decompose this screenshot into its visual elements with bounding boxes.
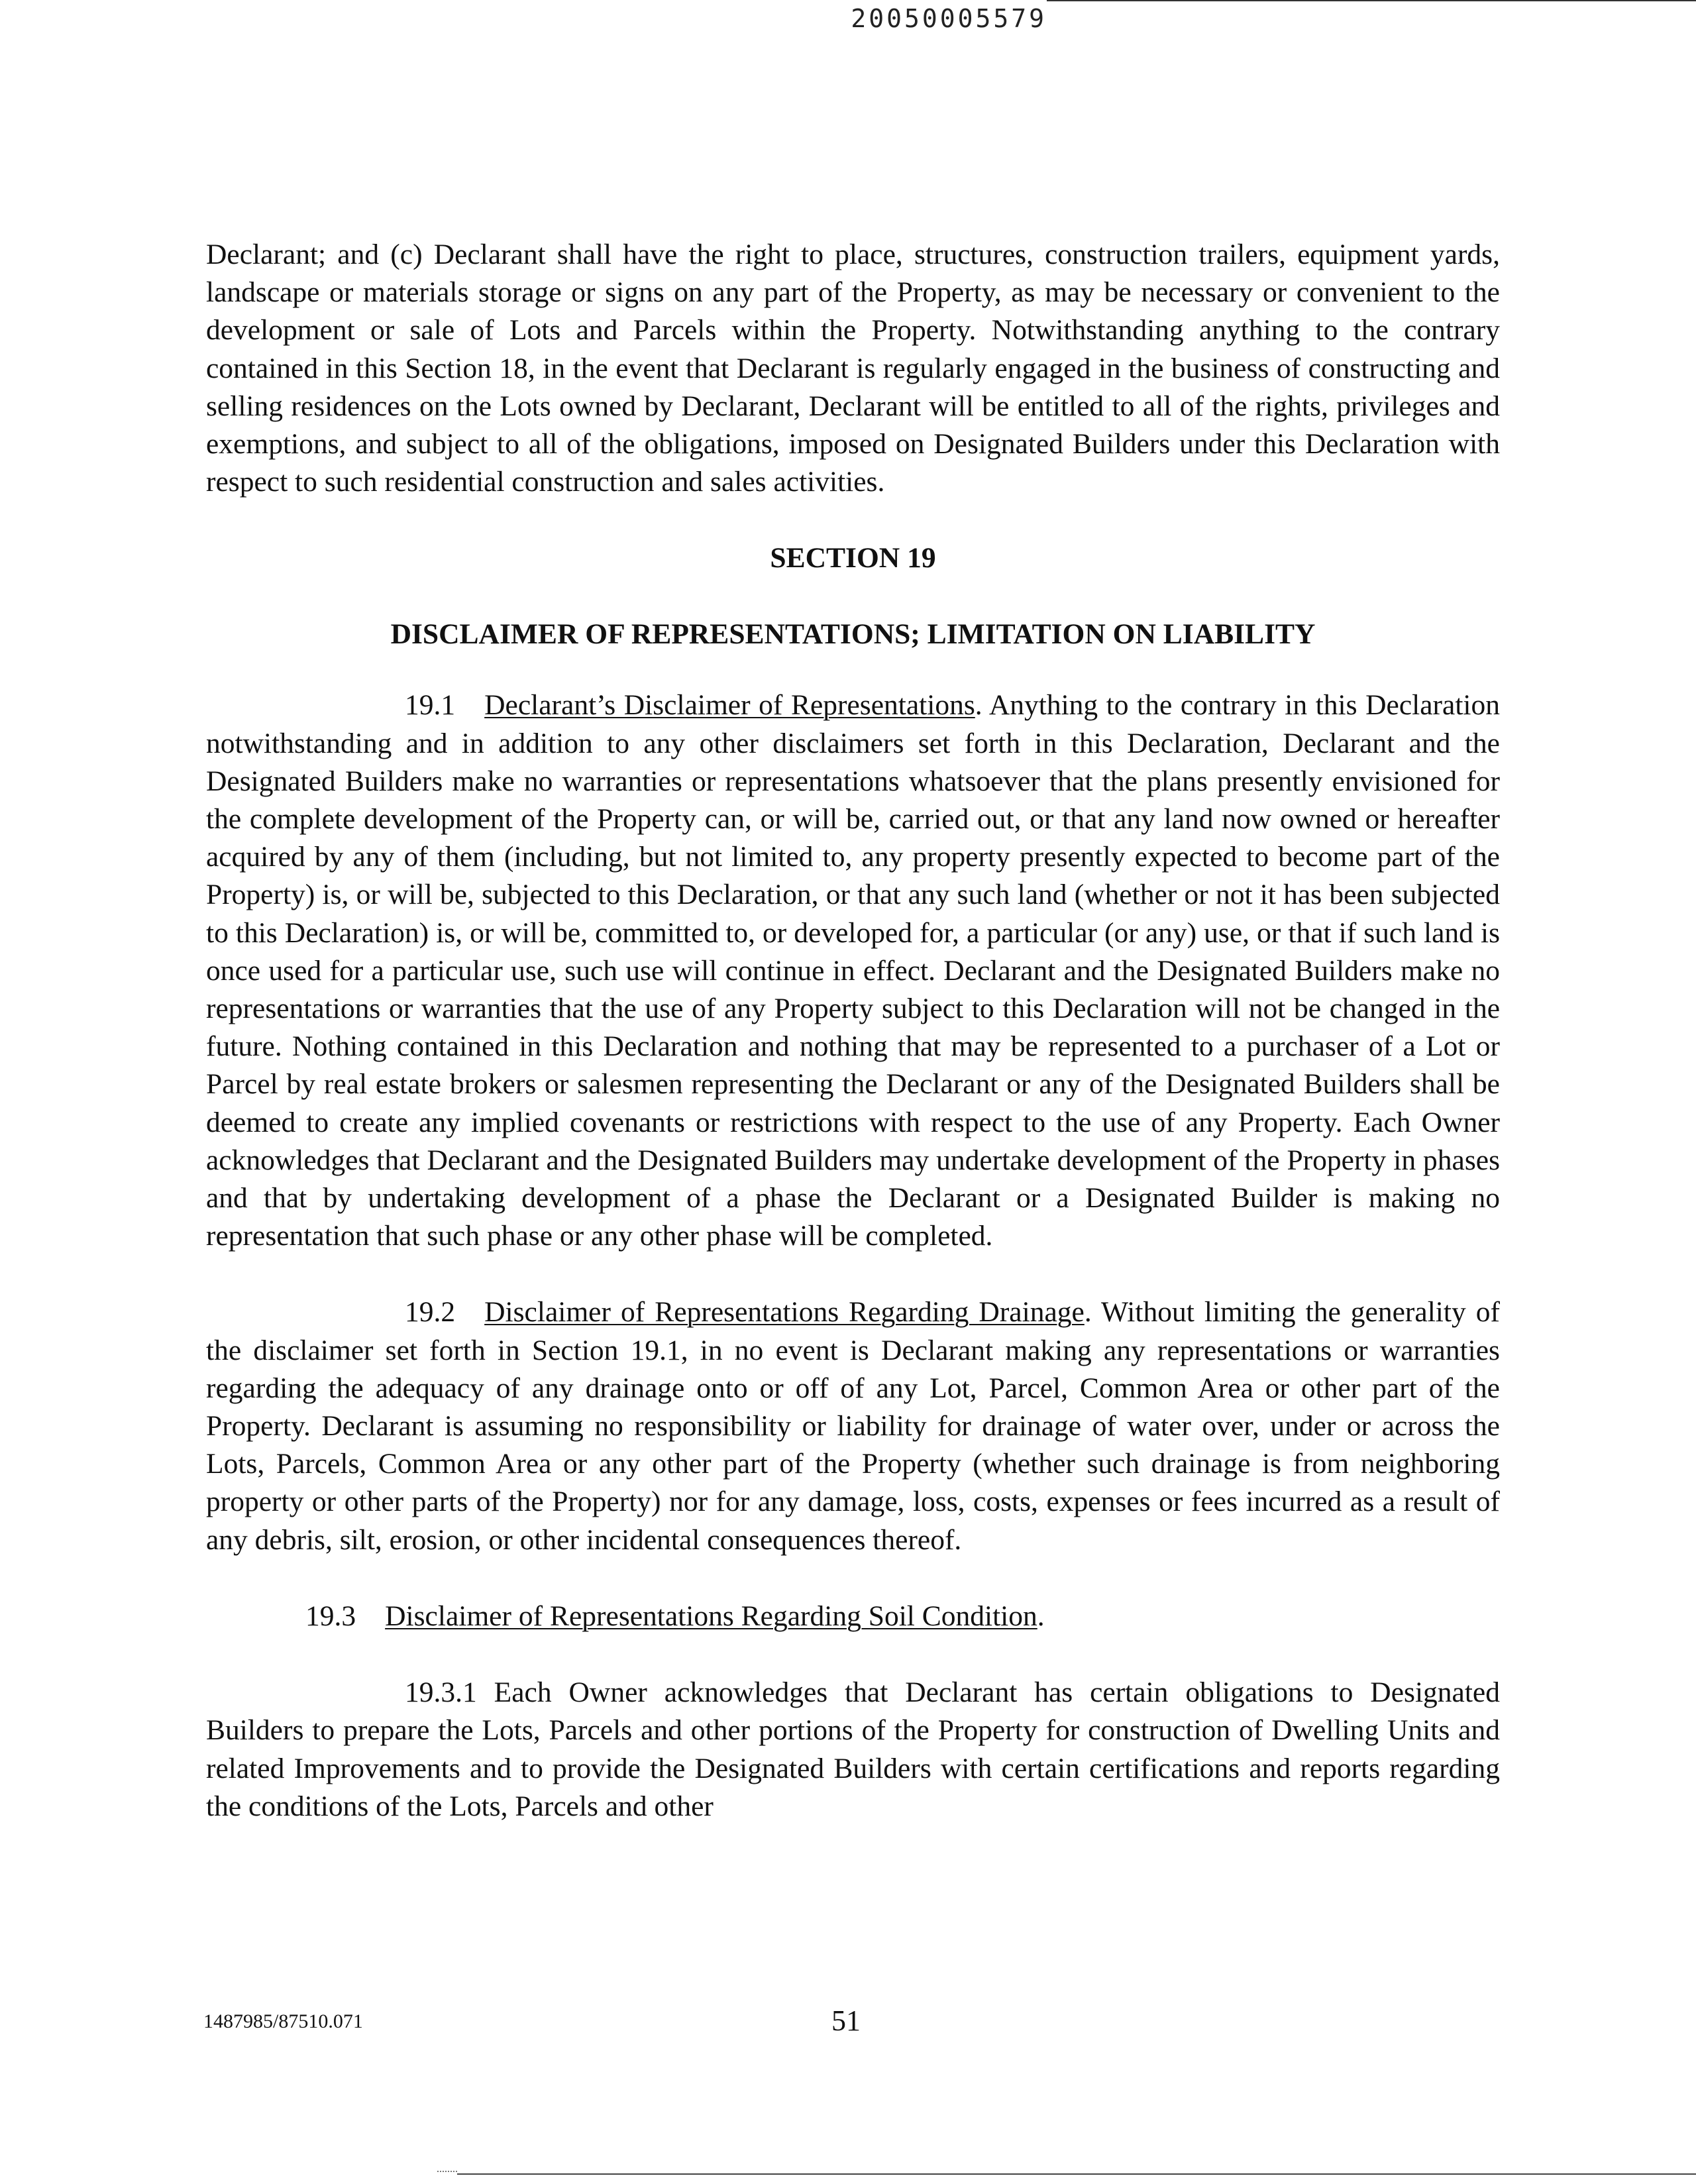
page-body [206,236,1500,1864]
text-19-1: . Anything to the contrary in this Declaration notwithstanding and in addition to any other disclaimers set forth in this Declaration, Declarant and the Designated Builders make no warranties or representations whatsoever that the plans presently envisioned for the complete development of the Property can, or will be, carried out, or that any land now owned or hereafter acquired by any of them (including, but not limited to, any property presently expected to become part of the Property) is, or will be, subjected to this Declaration, or that any such land (whether or not it has been subjected to this Declaration) is, or will be, committed to, or developed for, a particular (or any) use, or that if such land is once used for a particular use, such use will continue in effect. Declarant and the Designated Builders make no representations or warranties that the use of any Property subject to this Declaration will not be changed in the future. Nothing contained in this Declaration and nothing that may be represented to a purchaser of a Lot or Parcel by real estate brokers or salesmen representing the Declarant or any of the Designated Builders shall be deemed to create any implied covenants or restrictions with respect to the use of any Property. Each Owner acknowledges that Declarant and the Designated Builders may undertake development of the Property in phases and that by undertaking development of a phase the Declarant or a Designated Builder is making no representation that such phase or any other phase will be completed. [206,689,1500,1252]
text-19-2: . Without limiting the generality of the disclaimer set forth in Section 19.1, in no event is Declarant making any representations or warranties regarding the adequacy of any drainage onto or off of any Lot, Parcel, Common Area or other part of the Property. Declarant is assuming no responsibility or liability for drainage of water over, under or across the Lots, Parcels, Common Area or any other part of the Property (whether such drainage is from neighboring property or other parts of the Property) nor for any damage, loss, costs, expenses or fees incurred as a result of any debris, silt, erosion, or other incidental consequences thereof. [206,1296,1500,1556]
paragraph-19-1 [206,686,1500,1255]
bottom-rule [457,2173,1696,2175]
heading-19-2: Disclaimer of Representations Regarding Drainage [484,1296,1085,1329]
footer-document-id: 1487985/87510.071 [203,2010,363,2032]
section-heading: SECTION 19 [770,542,936,574]
section-number-19-2: 19.2 [405,1296,456,1329]
top-rule [1047,0,1696,1]
paragraph-19-2 [206,1293,1500,1558]
paragraph-19-3 [305,1598,1500,1635]
document-number: 20050005579 [851,4,1047,33]
section-number-19-1: 19.1 [405,689,456,722]
page-footer [203,2004,1502,2044]
period-19-3: . [1037,1600,1045,1632]
bottom-dotted-rule [437,2171,457,2172]
section-title: DISCLAIMER OF REPRESENTATIONS; LIMITATION ON LIABILITY [390,618,1316,651]
paragraph-19-3-1: 19.3.1 Each Owner acknowledges that Declarant has certain obligations to Designated Builders to prepare the Lots, Parcels and other portions of the Property for construction of Dwelling Units and related Improvements and to provide the Designated Builders with certain certifications and reports regarding the conditions of the Lots, Parcels and other [206,1676,1500,1822]
heading-19-1: Declarant’s Disclaimer of Representations [484,689,975,722]
page-number: 51 [831,2004,861,2037]
section-number-19-3: 19.3 [305,1600,356,1632]
continuation-paragraph: Declarant; and (c) Declarant shall have the right to place, structures, construction trailers, equipment yards, landscape or materials storage or signs on any part of the Property, as may be necessary or convenient to the development or sale of Lots and Parcels within the Property. Notwithstanding anything to the contrary contained in this Section 18, in the event that Declarant is regularly engaged in the business of constructing and selling residences on the Lots owned by Declarant, Declarant will be entitled to all of the rights, privileges and exemptions, and subject to all of the obligations, imposed on Designated Builders under this Declaration with respect to such residential construction and sales activities. [206,239,1500,498]
heading-19-3: Disclaimer of Representations Regarding Soil Condition [385,1600,1037,1632]
